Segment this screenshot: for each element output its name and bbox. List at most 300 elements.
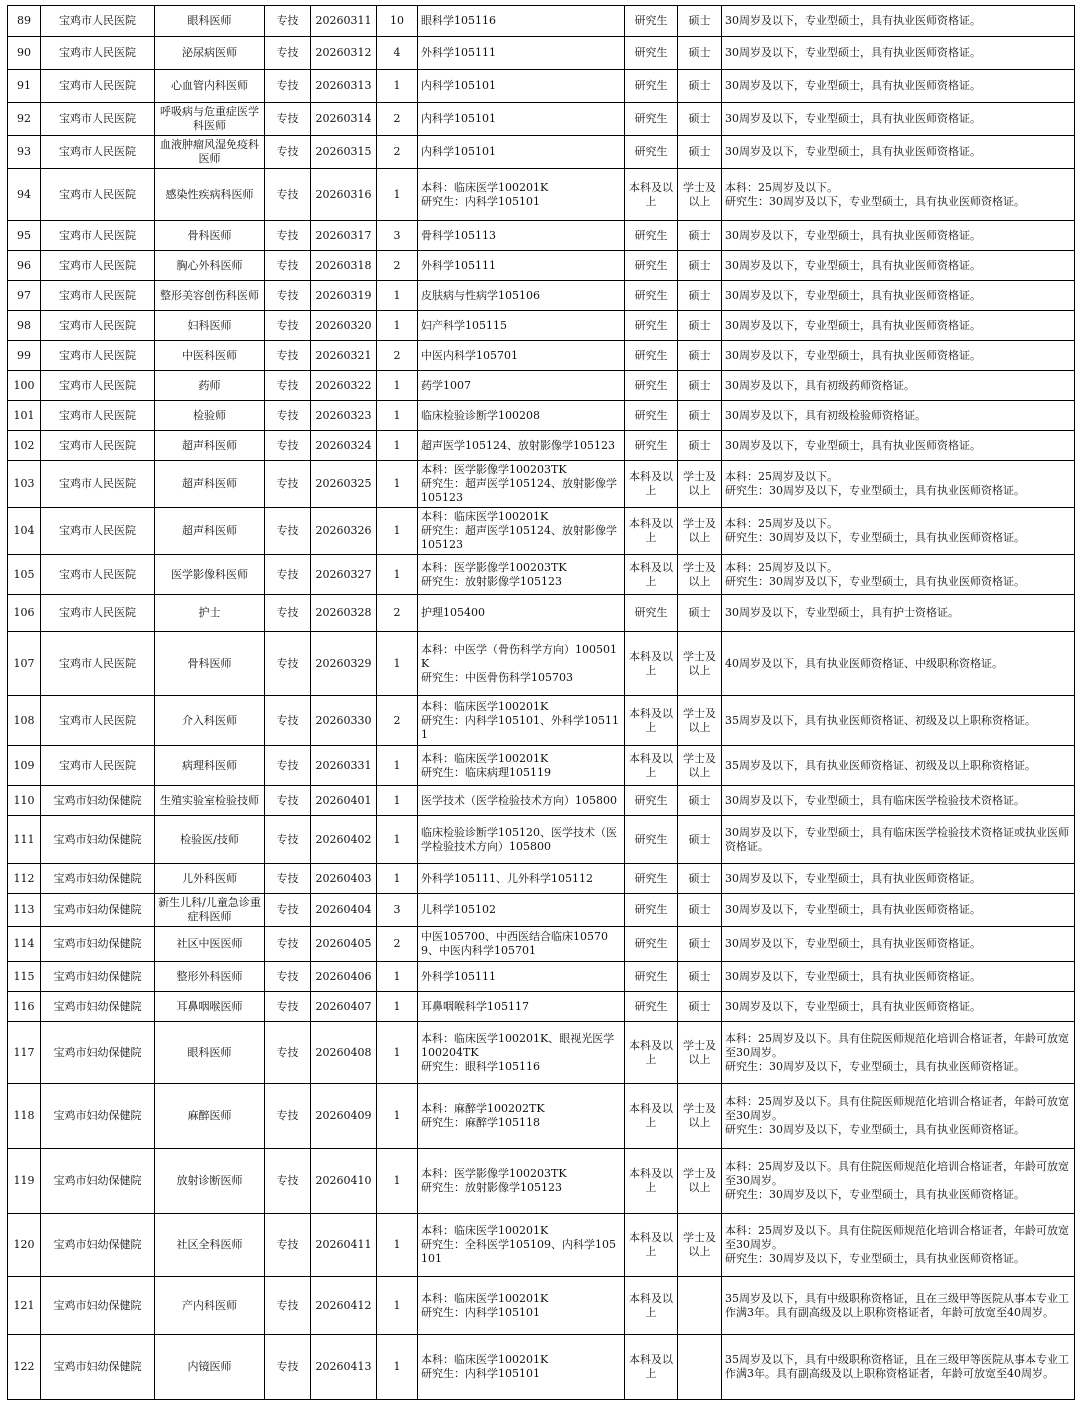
table-row <box>8 6 1075 37</box>
cell-education: 研究生 <box>625 281 678 311</box>
cell-position: 儿外科医师 <box>155 864 265 894</box>
table-row <box>8 371 1075 401</box>
cell-position-code: 20260311 <box>311 6 377 37</box>
cell-education: 本科及以上 <box>625 746 678 786</box>
cell-category: 专技 <box>265 992 311 1022</box>
cell-category: 专技 <box>265 894 311 927</box>
cell-requirements: 30周岁及以下，专业型硕士，具有执业医师资格证。 <box>722 431 1075 461</box>
cell-requirements: 30周岁及以下，具有初级药师资格证。 <box>722 371 1075 401</box>
cell-unit: 宝鸡市人民医院 <box>41 746 155 786</box>
cell-degree: 学士及以上 <box>678 696 722 746</box>
cell-quota: 1 <box>377 508 418 555</box>
cell-category: 专技 <box>265 746 311 786</box>
cell-index: 105 <box>8 555 41 595</box>
cell-position: 呼吸病与危重症医学科医师 <box>155 103 265 136</box>
cell-unit: 宝鸡市妇幼保健院 <box>41 962 155 992</box>
cell-index: 96 <box>8 251 41 281</box>
cell-major: 中医内科学105701 <box>418 341 625 371</box>
cell-quota: 1 <box>377 632 418 696</box>
cell-position-code: 20260403 <box>311 864 377 894</box>
cell-index: 94 <box>8 169 41 221</box>
cell-education: 研究生 <box>625 431 678 461</box>
cell-category: 专技 <box>265 555 311 595</box>
cell-index: 92 <box>8 103 41 136</box>
cell-category: 专技 <box>265 632 311 696</box>
cell-position: 检验医/技师 <box>155 816 265 864</box>
cell-degree: 硕士 <box>678 70 722 103</box>
cell-requirements: 35周岁及以下，具有中级职称资格证，且在三级甲等医院从事本专业工作满3年。具有副高级及以上职称资格证者，年龄可放宽至40周岁。 <box>722 1277 1075 1335</box>
cell-degree: 硕士 <box>678 401 722 431</box>
table-row <box>8 1277 1075 1335</box>
cell-unit: 宝鸡市妇幼保健院 <box>41 927 155 962</box>
cell-index: 116 <box>8 992 41 1022</box>
cell-category: 专技 <box>265 169 311 221</box>
cell-category: 专技 <box>265 37 311 70</box>
cell-requirements: 30周岁及以下，具有初级检验师资格证。 <box>722 401 1075 431</box>
cell-quota: 1 <box>377 816 418 864</box>
table-row <box>8 401 1075 431</box>
cell-requirements: 本科：25周岁及以下。具有住院医师规范化培训合格证者，年龄可放宽至30周岁。 研究生：30周岁及以下，专业型硕士，具有执业医师资格证。 <box>722 1149 1075 1214</box>
cell-quota: 1 <box>377 169 418 221</box>
cell-degree: 硕士 <box>678 281 722 311</box>
cell-degree: 硕士 <box>678 595 722 632</box>
cell-requirements: 30周岁及以下，专业型硕士，具有执业医师资格证。 <box>722 251 1075 281</box>
cell-category: 专技 <box>265 1214 311 1277</box>
cell-major: 本科：医学影像学100203TK 研究生：放射影像学105123 <box>418 555 625 595</box>
cell-unit: 宝鸡市人民医院 <box>41 696 155 746</box>
cell-requirements: 30周岁及以下，专业型硕士，具有执业医师资格证。 <box>722 992 1075 1022</box>
cell-unit: 宝鸡市人民医院 <box>41 221 155 251</box>
cell-degree: 学士及以上 <box>678 508 722 555</box>
table-row <box>8 696 1075 746</box>
cell-position-code: 20260315 <box>311 136 377 169</box>
cell-index: 110 <box>8 786 41 816</box>
cell-quota: 1 <box>377 1022 418 1084</box>
cell-position-code: 20260331 <box>311 746 377 786</box>
table-row <box>8 595 1075 632</box>
cell-degree: 硕士 <box>678 864 722 894</box>
cell-degree: 学士及以上 <box>678 746 722 786</box>
cell-unit: 宝鸡市人民医院 <box>41 431 155 461</box>
cell-degree: 学士及以上 <box>678 555 722 595</box>
cell-position-code: 20260407 <box>311 992 377 1022</box>
cell-unit: 宝鸡市人民医院 <box>41 281 155 311</box>
cell-quota: 1 <box>377 70 418 103</box>
cell-index: 104 <box>8 508 41 555</box>
cell-unit: 宝鸡市妇幼保健院 <box>41 1149 155 1214</box>
cell-unit: 宝鸡市妇幼保健院 <box>41 1084 155 1149</box>
table-row <box>8 555 1075 595</box>
cell-unit: 宝鸡市妇幼保健院 <box>41 894 155 927</box>
table-row <box>8 221 1075 251</box>
cell-quota: 1 <box>377 1149 418 1214</box>
table-row <box>8 251 1075 281</box>
cell-quota: 2 <box>377 595 418 632</box>
cell-education: 研究生 <box>625 341 678 371</box>
cell-position-code: 20260314 <box>311 103 377 136</box>
cell-major: 本科：临床医学100201K 研究生：内科学105101、外科学105111 <box>418 696 625 746</box>
cell-degree: 硕士 <box>678 894 722 927</box>
cell-degree: 学士及以上 <box>678 169 722 221</box>
cell-education: 研究生 <box>625 595 678 632</box>
table-row <box>8 992 1075 1022</box>
cell-degree: 硕士 <box>678 992 722 1022</box>
cell-education: 本科及以上 <box>625 508 678 555</box>
cell-unit: 宝鸡市人民医院 <box>41 103 155 136</box>
cell-position: 医学影像科医师 <box>155 555 265 595</box>
cell-education: 研究生 <box>625 221 678 251</box>
cell-position: 耳鼻咽喉医师 <box>155 992 265 1022</box>
cell-education: 研究生 <box>625 103 678 136</box>
cell-major: 本科：麻醉学100202TK 研究生：麻醉学105118 <box>418 1084 625 1149</box>
cell-unit: 宝鸡市人民医院 <box>41 508 155 555</box>
cell-major: 儿科学105102 <box>418 894 625 927</box>
cell-unit: 宝鸡市人民医院 <box>41 169 155 221</box>
cell-unit: 宝鸡市妇幼保健院 <box>41 1214 155 1277</box>
cell-requirements: 30周岁及以下，专业型硕士，具有执业医师资格证。 <box>722 962 1075 992</box>
cell-index: 109 <box>8 746 41 786</box>
cell-major: 外科学105111、儿外科学105112 <box>418 864 625 894</box>
table-row <box>8 632 1075 696</box>
cell-unit: 宝鸡市妇幼保健院 <box>41 1277 155 1335</box>
cell-requirements: 本科：25周岁及以下。具有住院医师规范化培训合格证者，年龄可放宽至30周岁。 研究生：30周岁及以下，专业型硕士，具有执业医师资格证。 <box>722 1084 1075 1149</box>
cell-quota: 2 <box>377 251 418 281</box>
cell-major: 本科：临床医学100201K 研究生：内科学105101 <box>418 1335 625 1400</box>
cell-education: 研究生 <box>625 894 678 927</box>
cell-index: 117 <box>8 1022 41 1084</box>
cell-position: 放射诊断医师 <box>155 1149 265 1214</box>
cell-major: 外科学105111 <box>418 962 625 992</box>
cell-index: 100 <box>8 371 41 401</box>
table-row <box>8 169 1075 221</box>
cell-position-code: 20260413 <box>311 1335 377 1400</box>
cell-category: 专技 <box>265 816 311 864</box>
cell-requirements: 30周岁及以下，专业型硕士，具有执业医师资格证。 <box>722 281 1075 311</box>
cell-index: 112 <box>8 864 41 894</box>
cell-quota: 1 <box>377 992 418 1022</box>
cell-position-code: 20260318 <box>311 251 377 281</box>
cell-unit: 宝鸡市人民医院 <box>41 37 155 70</box>
cell-unit: 宝鸡市妇幼保健院 <box>41 864 155 894</box>
cell-major: 本科：医学影像学100203TK 研究生：超声医学105124、放射影像学105123 <box>418 461 625 508</box>
cell-degree: 学士及以上 <box>678 461 722 508</box>
cell-requirements: 本科：25周岁及以下。 研究生：30周岁及以下，专业型硕士，具有执业医师资格证。 <box>722 461 1075 508</box>
cell-position: 血液肿瘤风湿免疫科医师 <box>155 136 265 169</box>
cell-major: 超声医学105124、放射影像学105123 <box>418 431 625 461</box>
cell-unit: 宝鸡市人民医院 <box>41 70 155 103</box>
cell-position-code: 20260410 <box>311 1149 377 1214</box>
cell-position-code: 20260321 <box>311 341 377 371</box>
cell-requirements: 35周岁及以下，具有执业医师资格证、初级及以上职称资格证。 <box>722 696 1075 746</box>
cell-degree: 硕士 <box>678 816 722 864</box>
cell-unit: 宝鸡市人民医院 <box>41 461 155 508</box>
cell-category: 专技 <box>265 1022 311 1084</box>
cell-degree: 硕士 <box>678 103 722 136</box>
cell-position: 病理科医师 <box>155 746 265 786</box>
cell-degree: 硕士 <box>678 431 722 461</box>
cell-position: 胸心外科医师 <box>155 251 265 281</box>
cell-position: 超声科医师 <box>155 461 265 508</box>
table-row <box>8 1214 1075 1277</box>
cell-quota: 1 <box>377 1335 418 1400</box>
cell-position-code: 20260402 <box>311 816 377 864</box>
cell-index: 97 <box>8 281 41 311</box>
cell-degree: 硕士 <box>678 371 722 401</box>
cell-education: 研究生 <box>625 70 678 103</box>
cell-education: 研究生 <box>625 864 678 894</box>
cell-index: 121 <box>8 1277 41 1335</box>
table-row <box>8 311 1075 341</box>
cell-category: 专技 <box>265 1084 311 1149</box>
cell-unit: 宝鸡市人民医院 <box>41 341 155 371</box>
cell-category: 专技 <box>265 786 311 816</box>
cell-position: 超声科医师 <box>155 508 265 555</box>
cell-index: 118 <box>8 1084 41 1149</box>
table-row <box>8 1022 1075 1084</box>
table-row <box>8 37 1075 70</box>
cell-index: 120 <box>8 1214 41 1277</box>
recruitment-table <box>7 5 1075 1400</box>
cell-position-code: 20260325 <box>311 461 377 508</box>
cell-degree: 硕士 <box>678 221 722 251</box>
cell-position-code: 20260328 <box>311 595 377 632</box>
cell-requirements: 30周岁及以下，专业型硕士，具有执业医师资格证。 <box>722 894 1075 927</box>
cell-unit: 宝鸡市人民医院 <box>41 371 155 401</box>
cell-category: 专技 <box>265 221 311 251</box>
cell-position-code: 20260330 <box>311 696 377 746</box>
cell-quota: 2 <box>377 341 418 371</box>
table-row <box>8 1335 1075 1400</box>
cell-quota: 2 <box>377 136 418 169</box>
cell-unit: 宝鸡市人民医院 <box>41 555 155 595</box>
cell-category: 专技 <box>265 371 311 401</box>
cell-quota: 1 <box>377 401 418 431</box>
table-row <box>8 281 1075 311</box>
cell-index: 111 <box>8 816 41 864</box>
cell-position: 麻醉医师 <box>155 1084 265 1149</box>
cell-quota: 1 <box>377 281 418 311</box>
cell-quota: 1 <box>377 555 418 595</box>
cell-quota: 1 <box>377 1277 418 1335</box>
cell-major: 药学1007 <box>418 371 625 401</box>
cell-quota: 1 <box>377 371 418 401</box>
cell-major: 内科学105101 <box>418 70 625 103</box>
cell-major: 护理105400 <box>418 595 625 632</box>
cell-index: 115 <box>8 962 41 992</box>
cell-education: 研究生 <box>625 37 678 70</box>
cell-index: 122 <box>8 1335 41 1400</box>
cell-category: 专技 <box>265 927 311 962</box>
cell-index: 98 <box>8 311 41 341</box>
cell-quota: 2 <box>377 103 418 136</box>
cell-education: 研究生 <box>625 992 678 1022</box>
cell-degree: 学士及以上 <box>678 632 722 696</box>
cell-requirements: 30周岁及以下，专业型硕士，具有临床医学检验技术资格证或执业医师资格证。 <box>722 816 1075 864</box>
cell-degree: 学士及以上 <box>678 1084 722 1149</box>
cell-unit: 宝鸡市人民医院 <box>41 136 155 169</box>
table-row <box>8 103 1075 136</box>
cell-major: 内科学105101 <box>418 103 625 136</box>
cell-index: 89 <box>8 6 41 37</box>
table-row <box>8 746 1075 786</box>
cell-major: 本科：医学影像学100203TK 研究生：放射影像学105123 <box>418 1149 625 1214</box>
cell-major: 皮肤病与性病学105106 <box>418 281 625 311</box>
cell-category: 专技 <box>265 696 311 746</box>
cell-degree <box>678 1335 722 1400</box>
cell-major: 临床检验诊断学105120、医学技术（医学检验技术方向）105800 <box>418 816 625 864</box>
cell-category: 专技 <box>265 595 311 632</box>
cell-index: 107 <box>8 632 41 696</box>
cell-major: 本科：临床医学100201K 研究生：内科学105101 <box>418 169 625 221</box>
cell-index: 91 <box>8 70 41 103</box>
cell-quota: 1 <box>377 746 418 786</box>
cell-position: 产内科医师 <box>155 1277 265 1335</box>
cell-education: 本科及以上 <box>625 1335 678 1400</box>
cell-requirements: 40周岁及以下，具有执业医师资格证、中级职称资格证。 <box>722 632 1075 696</box>
table-row <box>8 894 1075 927</box>
cell-position: 泌尿病医师 <box>155 37 265 70</box>
cell-requirements: 30周岁及以下，专业型硕士，具有执业医师资格证。 <box>722 311 1075 341</box>
cell-unit: 宝鸡市人民医院 <box>41 595 155 632</box>
cell-category: 专技 <box>265 1149 311 1214</box>
cell-unit: 宝鸡市人民医院 <box>41 632 155 696</box>
cell-quota: 1 <box>377 311 418 341</box>
cell-requirements: 30周岁及以下，专业型硕士，具有临床医学检验技术资格证。 <box>722 786 1075 816</box>
cell-major: 内科学105101 <box>418 136 625 169</box>
cell-category: 专技 <box>265 401 311 431</box>
table-row <box>8 1084 1075 1149</box>
cell-quota: 3 <box>377 221 418 251</box>
cell-position: 内镜医师 <box>155 1335 265 1400</box>
table-row <box>8 70 1075 103</box>
cell-position: 生殖实验室检验技师 <box>155 786 265 816</box>
cell-category: 专技 <box>265 281 311 311</box>
cell-position: 眼科医师 <box>155 1022 265 1084</box>
cell-requirements: 30周岁及以下，专业型硕士，具有执业医师资格证。 <box>722 136 1075 169</box>
cell-position-code: 20260412 <box>311 1277 377 1335</box>
cell-degree <box>678 1277 722 1335</box>
cell-unit: 宝鸡市妇幼保健院 <box>41 786 155 816</box>
cell-unit: 宝鸡市人民医院 <box>41 311 155 341</box>
cell-requirements: 30周岁及以下，专业型硕士，具有执业医师资格证。 <box>722 70 1075 103</box>
cell-position-code: 20260324 <box>311 431 377 461</box>
cell-major: 本科：临床医学100201K 研究生：全科医学105109、内科学105101 <box>418 1214 625 1277</box>
cell-position: 超声科医师 <box>155 431 265 461</box>
cell-education: 本科及以上 <box>625 555 678 595</box>
cell-degree: 硕士 <box>678 251 722 281</box>
cell-position-code: 20260408 <box>311 1022 377 1084</box>
cell-major: 本科：中医学（骨伤科学方向）100501K 研究生：中医骨伤科学105703 <box>418 632 625 696</box>
cell-quota: 4 <box>377 37 418 70</box>
cell-education: 研究生 <box>625 401 678 431</box>
cell-degree: 硕士 <box>678 341 722 371</box>
cell-education: 本科及以上 <box>625 169 678 221</box>
cell-education: 研究生 <box>625 311 678 341</box>
cell-degree: 学士及以上 <box>678 1214 722 1277</box>
cell-major: 外科学105111 <box>418 37 625 70</box>
table-row <box>8 508 1075 555</box>
cell-degree: 硕士 <box>678 962 722 992</box>
table-row <box>8 786 1075 816</box>
cell-degree: 硕士 <box>678 136 722 169</box>
cell-position: 介入科医师 <box>155 696 265 746</box>
table-row <box>8 1149 1075 1214</box>
cell-position-code: 20260405 <box>311 927 377 962</box>
cell-position-code: 20260323 <box>311 401 377 431</box>
cell-category: 专技 <box>265 461 311 508</box>
cell-requirements: 本科：25周岁及以下。 研究生：30周岁及以下，专业型硕士，具有执业医师资格证。 <box>722 169 1075 221</box>
cell-category: 专技 <box>265 962 311 992</box>
cell-quota: 1 <box>377 962 418 992</box>
cell-education: 本科及以上 <box>625 632 678 696</box>
cell-quota: 3 <box>377 894 418 927</box>
cell-position: 整形美容创伤科医师 <box>155 281 265 311</box>
cell-requirements: 30周岁及以下，专业型硕士，具有执业医师资格证。 <box>722 103 1075 136</box>
cell-quota: 1 <box>377 786 418 816</box>
cell-position-code: 20260406 <box>311 962 377 992</box>
cell-index: 90 <box>8 37 41 70</box>
cell-major: 外科学105111 <box>418 251 625 281</box>
cell-education: 研究生 <box>625 371 678 401</box>
cell-degree: 学士及以上 <box>678 1022 722 1084</box>
cell-category: 专技 <box>265 508 311 555</box>
cell-index: 99 <box>8 341 41 371</box>
cell-category: 专技 <box>265 311 311 341</box>
cell-position: 药师 <box>155 371 265 401</box>
cell-education: 研究生 <box>625 136 678 169</box>
cell-position: 检验师 <box>155 401 265 431</box>
cell-unit: 宝鸡市妇幼保健院 <box>41 1335 155 1400</box>
cell-unit: 宝鸡市人民医院 <box>41 6 155 37</box>
cell-quota: 2 <box>377 696 418 746</box>
cell-unit: 宝鸡市妇幼保健院 <box>41 992 155 1022</box>
cell-category: 专技 <box>265 103 311 136</box>
cell-education: 本科及以上 <box>625 1214 678 1277</box>
cell-index: 108 <box>8 696 41 746</box>
cell-education: 本科及以上 <box>625 1149 678 1214</box>
cell-education: 研究生 <box>625 6 678 37</box>
cell-major: 眼科学105116 <box>418 6 625 37</box>
table-body <box>8 6 1075 1400</box>
cell-requirements: 35周岁及以下，具有中级职称资格证，且在三级甲等医院从事本专业工作满3年。具有副高级及以上职称资格证者，年龄可放宽至40周岁。 <box>722 1335 1075 1400</box>
cell-degree: 学士及以上 <box>678 1149 722 1214</box>
cell-education: 本科及以上 <box>625 696 678 746</box>
cell-index: 119 <box>8 1149 41 1214</box>
cell-requirements: 35周岁及以下，具有执业医师资格证、初级及以上职称资格证。 <box>722 746 1075 786</box>
cell-index: 101 <box>8 401 41 431</box>
cell-position: 社区中医医师 <box>155 927 265 962</box>
cell-requirements: 30周岁及以下，专业型硕士，具有执业医师资格证。 <box>722 341 1075 371</box>
cell-requirements: 30周岁及以下，专业型硕士，具有执业医师资格证。 <box>722 927 1075 962</box>
cell-unit: 宝鸡市妇幼保健院 <box>41 1022 155 1084</box>
table-row <box>8 962 1075 992</box>
cell-education: 研究生 <box>625 927 678 962</box>
cell-degree: 硕士 <box>678 927 722 962</box>
cell-position-code: 20260319 <box>311 281 377 311</box>
cell-requirements: 30周岁及以下，专业型硕士，具有执业医师资格证。 <box>722 221 1075 251</box>
cell-position-code: 20260411 <box>311 1214 377 1277</box>
cell-unit: 宝鸡市妇幼保健院 <box>41 816 155 864</box>
cell-index: 113 <box>8 894 41 927</box>
table-row <box>8 816 1075 864</box>
cell-position-code: 20260317 <box>311 221 377 251</box>
cell-major: 本科：临床医学100201K、眼视光医学100204TK 研究生：眼科学105116 <box>418 1022 625 1084</box>
cell-quota: 1 <box>377 461 418 508</box>
cell-position: 社区全科医师 <box>155 1214 265 1277</box>
cell-position: 骨科医师 <box>155 632 265 696</box>
cell-quota: 1 <box>377 864 418 894</box>
cell-education: 研究生 <box>625 962 678 992</box>
